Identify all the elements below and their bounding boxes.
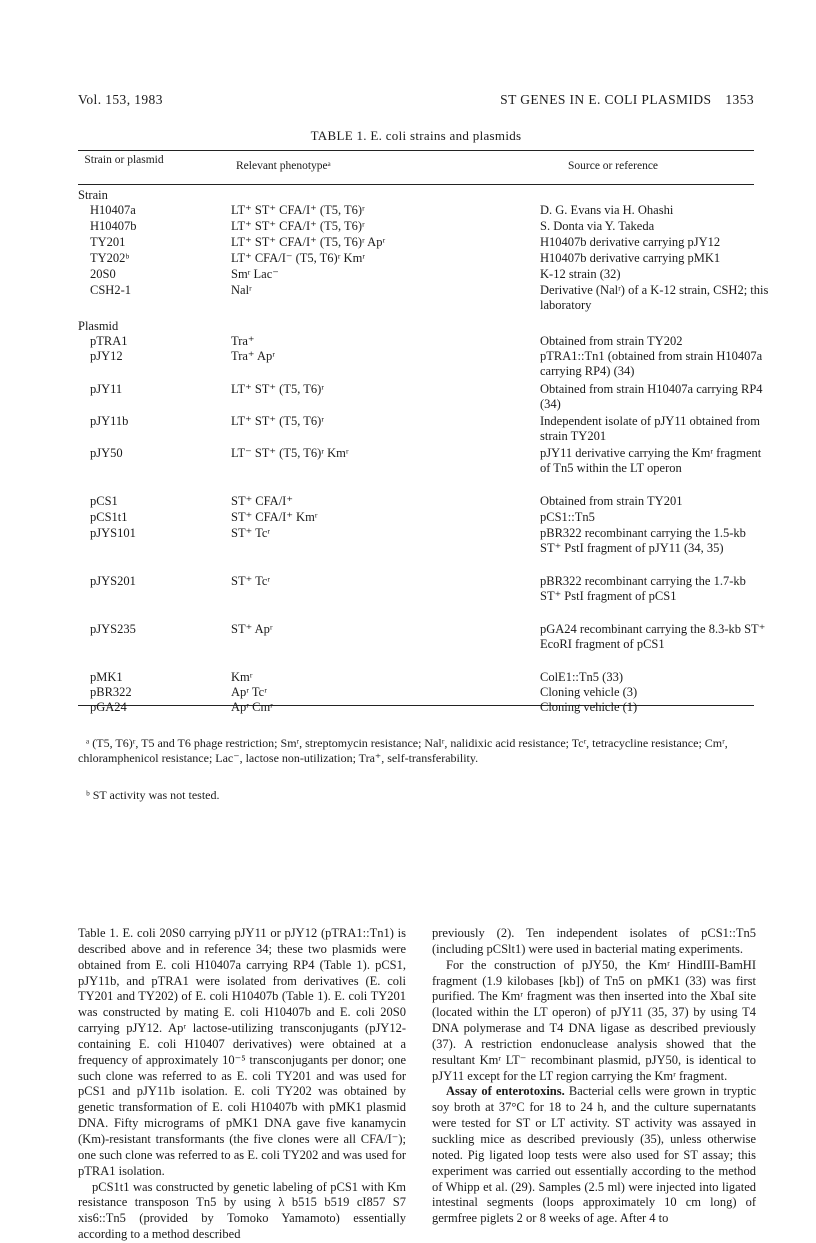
row-name: pJYS201 [90, 574, 136, 588]
table-title: TABLE 1. E. coli strains and plasmids [310, 128, 522, 143]
body-paragraph: For the construction of pJY50, the Kmʳ HindIII-BamHI fragment (1.9 kilobases [kb]) of Tn5 on pMK1 (33) was first purified. The Kmʳ fragment was then inserted into the XbaI site (located within the LT operon) of pJY11 (35, 37) by using T4 DNA polymerase and T4 DNA ligase as described previously (37). A restriction endonuclease analysis showed that the resultant Kmʳ LT⁻ recombinant plasmid, pJY50, is identical to pJY11 except for the LT region carrying the Kmʳ fragment. [432, 957, 756, 1083]
body-column-right [432, 926, 756, 1227]
table-header-rule [78, 184, 754, 185]
row-source: Obtained from strain TY201 [540, 494, 683, 508]
row-source: H10407b derivative carrying pJY12 [540, 235, 721, 249]
row-source: pBR322 recombinant carrying the 1.7-kb ST⁺ PstI fragment of pCS1 [540, 574, 746, 603]
body-paragraph [432, 1084, 756, 1227]
table-footnote-a: ᵃ (T5, T6)ʳ, T5 and T6 phage restriction; Smʳ, streptomycin resistance; Nalʳ, nalidixic acid resistance; Tcʳ, tetracycline resistance; Cmʳ, chloramphenicol resistance; Lac⁻, lactose non-utilization; Tra⁺, self-transferability. [78, 736, 728, 765]
row-source: K-12 strain (32) [540, 267, 621, 281]
row-source: S. Donta via Y. Takeda [540, 219, 655, 233]
running-head [78, 92, 754, 112]
body-paragraph: previously (2). Ten independent isolates of pCS1::Tn5 (including pCSlt1) were used in bacterial mating experiments. [432, 926, 756, 956]
row-name: TY201 [90, 235, 126, 249]
col-header-strain: Strain or plasmid [84, 154, 164, 166]
row-name: pJYS235 [90, 622, 136, 636]
row-source: Obtained from strain H10407a carrying RP4 (34) [540, 382, 763, 411]
row-source: Derivative (Nalʳ) of a K-12 strain, CSH2; this laboratory [540, 283, 769, 312]
journal-volume: Vol. 153, 1983 [78, 92, 163, 107]
row-phenotype: ST⁺ Tcʳ [231, 574, 271, 588]
row-phenotype: Apʳ Cmʳ [231, 700, 273, 714]
row-name: pJY11 [90, 382, 123, 396]
table-footnote-b: ᵇ ST activity was not tested. [86, 788, 220, 802]
row-source: H10407b derivative carrying pMK1 [540, 251, 721, 265]
row-name: pTRA1 [90, 334, 128, 348]
body-paragraph: Table 1. E. coli 20S0 carrying pJY11 or pJY12 (pTRA1::Tn1) is described above and in reference 34; these two plasmids were obtained from E. coli H10407a carrying RP4 (Table 1). pCS1, pJY11b, and pTRA1 were isolated from derivatives (E. coli TY201 and TY202) of E. coli H10407b (Table 1). E. coli TY201 was constructed by mating E. coli H10407b and E. coli 20S0 carrying pJY12. Apʳ lactose-utilizing transconjugants (pJY12-containing E. coli H10407 derivatives) were obtained at a frequency of approximately 10⁻⁵ transconjugants per donor; one such clone was referred to as E. coli TY201 and was used for pCS1 and pJY11b isolation. E. coli TY202 was obtained by genetic transformation of E. coli H10407b with pMK1 plasmid DNA. Fifty micrograms of pMK1 DNA gave five kanamycin (Km)-resistant transformants (the five clones were all CFA/I⁻); one such clone was referred to as E. coli TY202 and was used for pTRA1 isolation. [78, 926, 406, 1178]
row-source: Cloning vehicle (3) [540, 685, 638, 699]
col-header-source: Source or reference [568, 160, 659, 172]
row-name: H10407a [90, 203, 136, 217]
running-title-wrap [500, 92, 754, 108]
row-name: pBR322 [90, 685, 132, 699]
row-name: CSH2-1 [90, 283, 131, 297]
row-name: pJYS101 [90, 526, 136, 540]
body-paragraph: pCS1t1 was constructed by genetic labeling of pCS1 with Km resistance transposon Tn5 by using λ b515 b519 cI857 S7 xis6::Tn5 (provided by Tomoko Yamamoto) essentially according to a method described [78, 1179, 406, 1242]
row-source: pJY11 derivative carrying the Kmʳ fragment of Tn5 within the LT operon [540, 446, 762, 475]
row-phenotype: LT⁺ ST⁺ (T5, T6)ʳ [231, 382, 324, 396]
row-phenotype: Apʳ Tcʳ [231, 685, 267, 699]
row-phenotype: LT⁺ CFA/I⁻ (T5, T6)ʳ Kmʳ [231, 251, 366, 265]
row-name: pMK1 [90, 670, 123, 684]
row-source: Obtained from strain TY202 [540, 334, 683, 348]
table-top-rule [78, 150, 754, 151]
row-name: H10407b [90, 219, 137, 233]
row-source: Independent isolate of pJY11 obtained from strain TY201 [540, 414, 760, 443]
row-source: pGA24 recombinant carrying the 8.3-kb ST⁺ EcoRI fragment of pCS1 [540, 622, 766, 651]
row-phenotype: Tra⁺ [231, 334, 255, 348]
row-source: pTRA1::Tn1 (obtained from strain H10407a carrying RP4) (34) [540, 349, 763, 378]
body-paragraph-text: Bacterial cells were grown in tryptic soy broth at 37°C for 18 to 24 h, and the culture supernatants were tested for ST or LT activity. ST activity was assayed in suckling mice as described previously (35), unless otherwise noted. Pig ligated loop tests were also used for ST assay; this experiment was carried out essentially according to the method of Whipp et al. (29). Samples (2.5 ml) were injected into ligated intestinal segments (loops approximately 10 cm long) of germfree piglets 2 or 8 weeks of age. After 4 to [432, 1084, 756, 1226]
row-phenotype: ST⁺ Apʳ [231, 622, 273, 636]
row-phenotype: ST⁺ CFA/I⁺ [231, 494, 293, 508]
row-phenotype: LT⁻ ST⁺ (T5, T6)ʳ Kmʳ [231, 446, 349, 460]
row-phenotype: LT⁺ ST⁺ CFA/I⁺ (T5, T6)ʳ [231, 203, 365, 217]
row-source: pCS1::Tn5 [540, 510, 595, 524]
row-source: Cloning vehicle (1) [540, 700, 638, 714]
row-name: pJY50 [90, 446, 123, 460]
row-phenotype: Tra⁺ Apʳ [231, 349, 275, 363]
row-source: ColE1::Tn5 (33) [540, 670, 623, 684]
row-name: 20S0 [90, 267, 116, 281]
section-heading: Assay of enterotoxins. [446, 1084, 565, 1099]
row-phenotype: ST⁺ Tcʳ [231, 526, 271, 540]
col-header-phenotype: Relevant phenotypeᵃ [236, 160, 331, 172]
section-label-strain: Strain [78, 188, 108, 202]
row-name: pCS1 [90, 494, 118, 508]
row-source: D. G. Evans via H. Ohashi [540, 203, 674, 217]
body-column-left [78, 926, 406, 1243]
row-phenotype: Smʳ Lac⁻ [231, 267, 279, 281]
row-phenotype: ST⁺ CFA/I⁺ Kmʳ [231, 510, 318, 524]
section-label-plasmid: Plasmid [78, 319, 119, 333]
row-name: pJY12 [90, 349, 123, 363]
running-title: ST GENES IN E. COLI PLASMIDS [500, 92, 712, 107]
row-phenotype: Kmʳ [231, 670, 253, 684]
row-phenotype: LT⁺ ST⁺ (T5, T6)ʳ [231, 414, 324, 428]
row-name: TY202ᵇ [90, 251, 130, 265]
page-number: 1353 [725, 92, 754, 107]
row-phenotype: Nalʳ [231, 283, 252, 297]
row-phenotype: LT⁺ ST⁺ CFA/I⁺ (T5, T6)ʳ Apʳ [231, 235, 386, 249]
row-name: pCS1t1 [90, 510, 128, 524]
row-name: pJY11b [90, 414, 129, 428]
row-name: pGA24 [90, 700, 127, 714]
row-source: pBR322 recombinant carrying the 1.5-kb ST⁺ PstI fragment of pJY11 (34, 35) [540, 526, 746, 555]
row-phenotype: LT⁺ ST⁺ CFA/I⁺ (T5, T6)ʳ [231, 219, 365, 233]
